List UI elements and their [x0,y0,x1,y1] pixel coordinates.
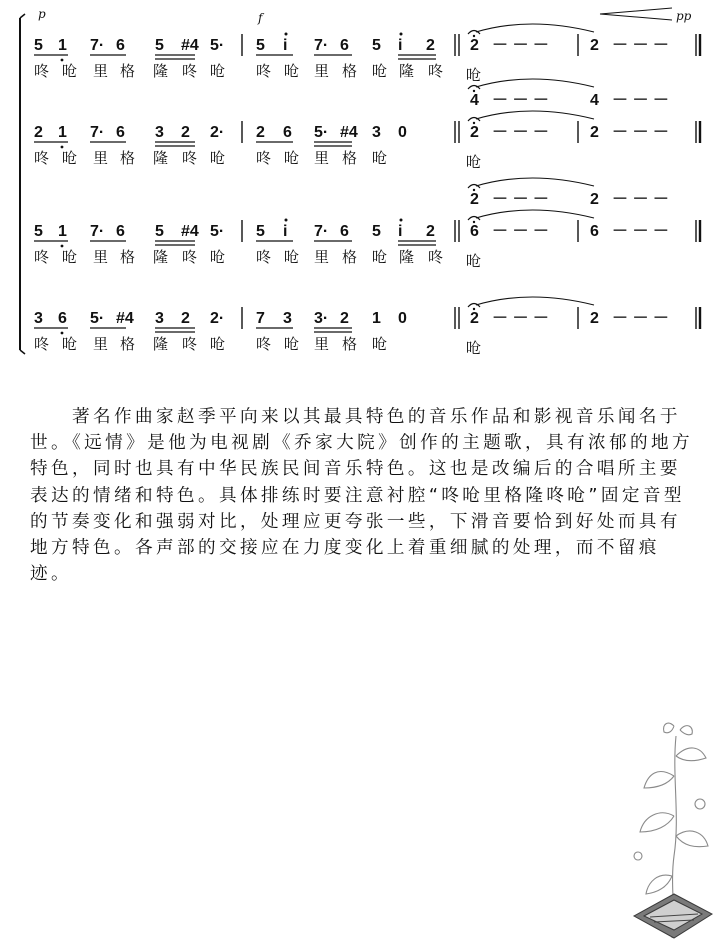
lyric-syllable: 格 [342,335,358,353]
lyric-syllable: 咚 [34,335,50,353]
tie-arc [476,297,594,305]
lyric-syllable: 咚 [182,149,198,167]
lyric-syllable: 呛 [210,149,226,167]
lyric-syllable: 咚 [34,62,50,80]
lyric-syllable: 呛 [62,248,78,266]
note: #4 [116,310,134,327]
octave-dot [61,245,64,248]
tie-arc [476,111,594,119]
note: 5· [314,124,329,141]
lyric-syllable: 呛 [372,62,388,80]
note: 6 [283,124,292,141]
lyric-syllable: 格 [342,149,358,167]
lyric-syllable: 咚 [34,248,50,266]
fermata-dot [473,35,475,37]
dynamic-marking: pp [676,9,692,23]
system-bracket-line [20,14,25,18]
note: 6 [116,124,125,141]
held-note: 4 [590,92,599,109]
lyric-syllable: 里 [314,248,330,266]
note: 3 [34,310,43,327]
octave-dot [285,219,288,222]
note: 1 [58,124,67,141]
system-bracket-line [20,350,25,354]
note: 2 [426,223,435,240]
tie-arc [476,178,594,186]
note: #4 [340,124,358,141]
held-note: 6 [470,223,479,240]
lyric-syllable: 咚 [182,62,198,80]
held-note-dashes: － － － [612,223,669,240]
note: 5 [256,37,265,54]
note: i [283,37,288,54]
held-note: 2 [590,310,599,327]
note: 2· [210,310,225,327]
octave-dot [400,219,403,222]
lyric-syllable: 咚 [428,62,444,80]
floral-ornament-icon [614,716,714,946]
lyric-syllable: 隆 [399,248,415,266]
lyric-syllable: 呛 [62,149,78,167]
lyric-syllable: 呛 [372,335,388,353]
note: 6 [58,310,67,327]
dynamic-marking: f [258,11,263,25]
note: 2 [426,37,435,54]
held-note: 2 [590,191,599,208]
fermata-dot [473,189,475,191]
note: 3 [155,310,164,327]
lyric-syllable: 咚 [256,335,272,353]
lyric-syllable: 咚 [256,149,272,167]
tie-arc [476,24,594,32]
note: i [398,37,403,54]
lyric-syllable: 咚 [256,62,272,80]
lyric-syllable: 格 [120,149,136,167]
held-note-dashes: － － － [492,223,549,240]
lyric-syllable: 呛 [62,335,78,353]
lyric-syllable: 格 [342,248,358,266]
note: 2 [181,310,190,327]
lyric-syllable: 咚 [182,248,198,266]
note: 5· [210,223,225,240]
lyric-syllable: 隆 [153,149,169,167]
held-note-dashes: － － － [612,310,669,327]
note: 3· [314,310,329,327]
tie-arc [476,79,594,87]
lyric-syllable: 里 [314,335,330,353]
note: 1 [372,310,381,327]
fermata-dot [473,308,475,310]
held-note: 2 [590,37,599,54]
lyric-syllable: 呛 [210,62,226,80]
note: 5· [210,37,225,54]
note: 2 [340,310,349,327]
lyric-syllable: 里 [93,248,109,266]
note: 3 [283,310,292,327]
held-note: 2 [470,37,479,54]
music-score [0,0,714,370]
lyric-syllable: 格 [120,248,136,266]
lyric-syllable: 呛 [284,149,300,167]
note: 2· [210,124,225,141]
note: 2 [256,124,265,141]
end-lyric: 呛 [466,153,482,171]
fermata-dot [473,90,475,92]
held-note: 2 [470,310,479,327]
lyric-syllable: 格 [342,62,358,80]
note: 5 [256,223,265,240]
held-note-dashes: － － － [612,37,669,54]
lyric-syllable: 呛 [62,62,78,80]
note: 7· [314,37,329,54]
note: 5 [34,223,43,240]
note: 5 [34,37,43,54]
lyric-syllable: 呛 [284,335,300,353]
lyric-syllable: 呛 [372,149,388,167]
note: 1 [58,37,67,54]
held-note-dashes: － － － [612,191,669,208]
lyric-syllable: 里 [314,62,330,80]
held-note-dashes: － － － [492,310,549,327]
fermata-dot [473,221,475,223]
note: 6 [340,223,349,240]
dynamic-marking: p [38,7,46,21]
note: 5 [155,37,164,54]
end-lyric: 呛 [466,66,482,84]
lyric-syllable: 里 [93,149,109,167]
lyric-syllable: 呛 [284,248,300,266]
octave-dot [61,59,64,62]
note: i [398,223,403,240]
note: 2 [181,124,190,141]
tie-arc [476,210,594,218]
lyric-syllable: 格 [120,335,136,353]
lyric-syllable: 咚 [256,248,272,266]
note: 2 [34,124,43,141]
lyric-syllable: 呛 [372,248,388,266]
lyric-syllable: 里 [93,335,109,353]
held-note-dashes: － － － [612,124,669,141]
lyric-syllable: 咚 [428,248,444,266]
hairpin-icon [600,8,672,20]
held-note: 2 [590,124,599,141]
octave-dot [400,33,403,36]
lyric-syllable: 咚 [34,149,50,167]
note: 7· [90,37,105,54]
lyric-syllable: 隆 [153,62,169,80]
held-note: 4 [470,92,479,109]
note: 1 [58,223,67,240]
held-note: 2 [470,191,479,208]
note: 3 [155,124,164,141]
note: i [283,223,288,240]
note: 5 [372,37,381,54]
held-note: 6 [590,223,599,240]
note: 0 [398,124,407,141]
held-note-dashes: － － － [612,92,669,109]
end-lyric: 呛 [466,252,482,270]
lyric-syllable: 格 [120,62,136,80]
note: 7· [90,124,105,141]
fermata-dot [473,122,475,124]
held-note-dashes: － － － [492,37,549,54]
note: 7 [256,310,265,327]
held-note-dashes: － － － [492,191,549,208]
note: 0 [398,310,407,327]
lyric-syllable: 隆 [399,62,415,80]
held-note-dashes: － － － [492,124,549,141]
note: 6 [116,37,125,54]
lyric-syllable: 呛 [210,248,226,266]
end-lyric: 呛 [466,339,482,357]
note: 5· [90,310,105,327]
lyric-syllable: 呛 [210,335,226,353]
lyric-syllable: 咚 [182,335,198,353]
lyric-syllable: 呛 [284,62,300,80]
note: 7· [90,223,105,240]
note: 5 [155,223,164,240]
lyric-syllable: 隆 [153,335,169,353]
held-note-dashes: － － － [492,92,549,109]
note: 7· [314,223,329,240]
lyric-syllable: 里 [314,149,330,167]
note: 5 [372,223,381,240]
commentary-paragraph: 著名作曲家赵季平向来以其最具特色的音乐作品和影视音乐闻名于世。《远情》是他为电视剧《乔家大院》创作的主题歌，具有浓郁的地方特色，同时也具有中华民族民间音乐特色。这也是改编后的合唱所主要表达的情绪和特色。具体排练时要注意衬腔“咚呛里格隆咚呛”固定音型的节奏变化和强弱对比，处理应更夸张一些，下滑音要恰到好处而具有地方特色。各声部的交接应在力度变化上着重细腻的处理，而不留痕迹。 [30,407,694,585]
note: #4 [181,37,199,54]
lyric-syllable: 里 [93,62,109,80]
octave-dot [285,33,288,36]
lyric-syllable: 隆 [153,248,169,266]
note: 3 [372,124,381,141]
octave-dot [61,146,64,149]
note: #4 [181,223,199,240]
octave-dot [61,332,64,335]
held-note: 2 [470,124,479,141]
note: 6 [116,223,125,240]
note: 6 [340,37,349,54]
